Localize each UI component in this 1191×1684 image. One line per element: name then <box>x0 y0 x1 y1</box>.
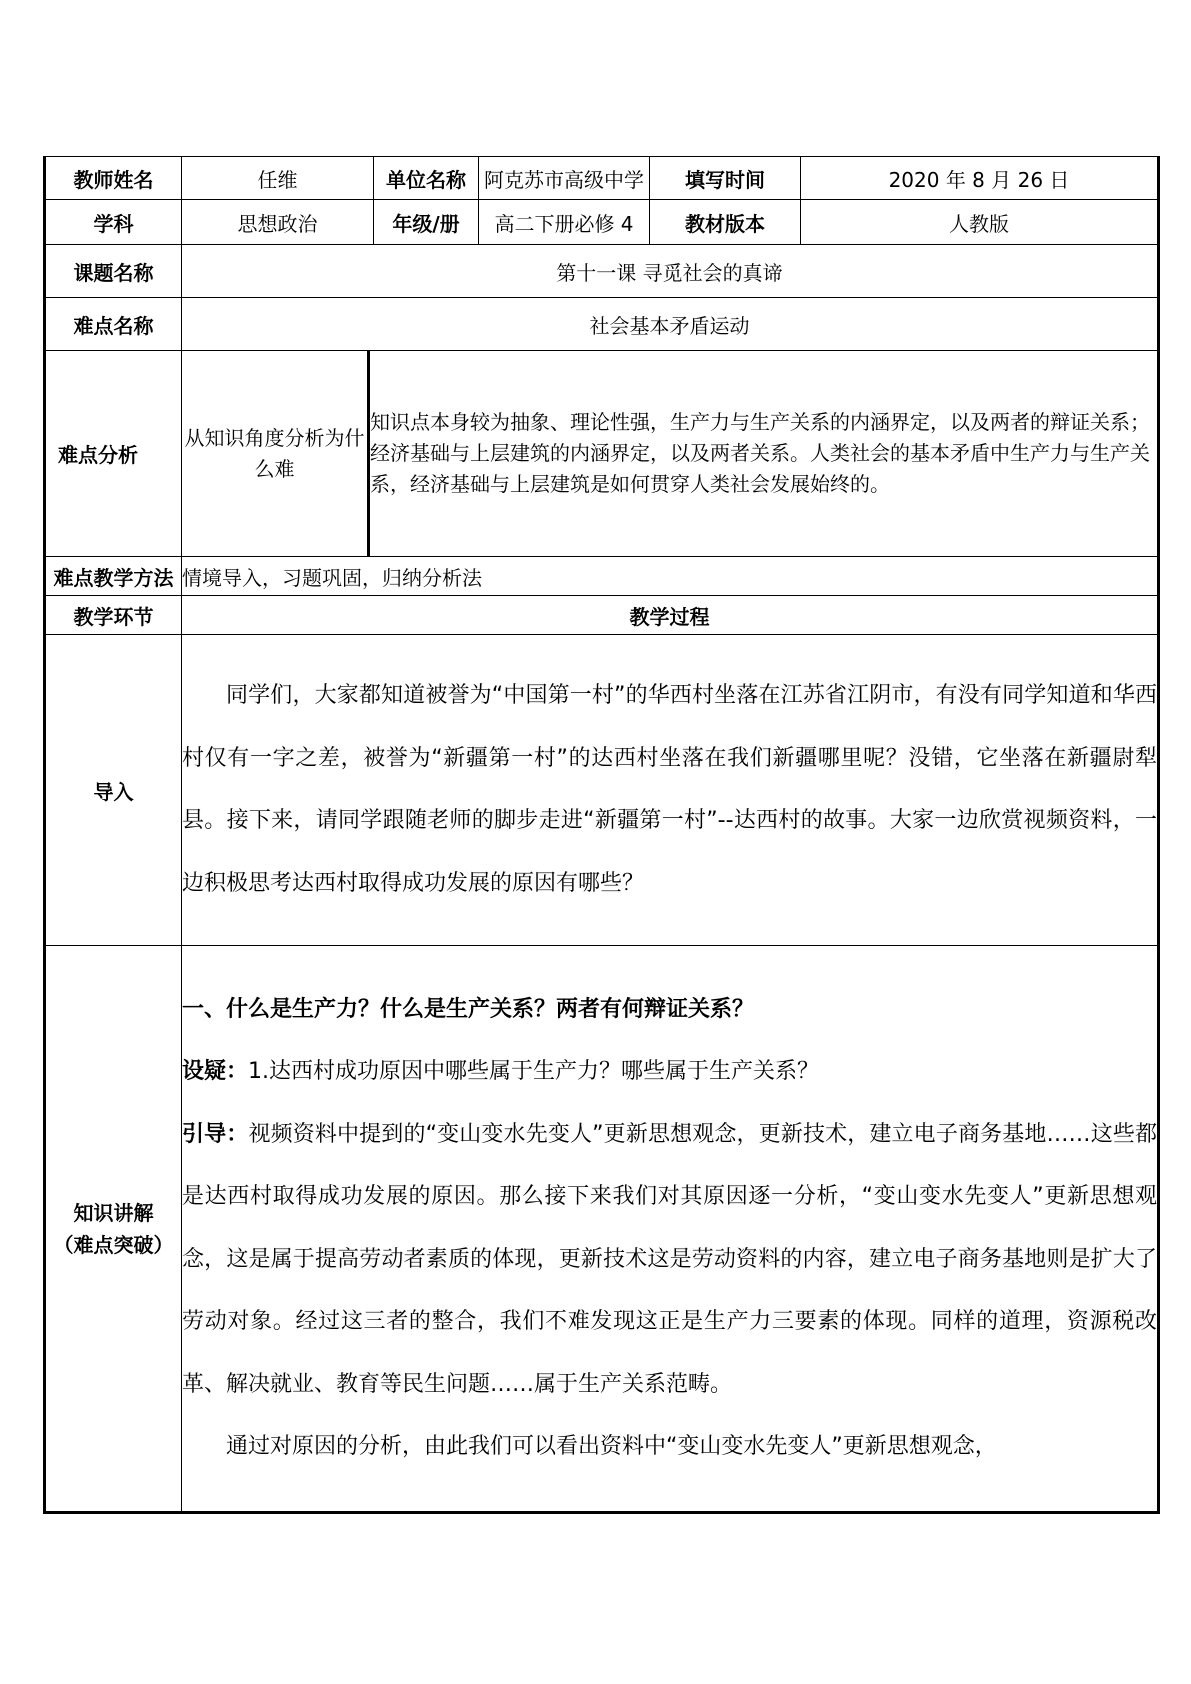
intro-text: 同学们，大家都知道被誉为“中国第一村”的华西村坐落在江苏省江阴市，有没有同学知道和华西村仅有一字之差，被誉为“新疆第一村”的达西村坐落在我们新疆哪里呢？没错，它坐落在新疆尉犁县。接下来，请同学跟随老师的脚步走进“新疆第一村”--达西村的故事。大家一边欣赏视频资料，一边积极思考达西村取得成功发展的原因有哪些？ <box>182 635 1159 946</box>
subject-value: 思想政治 <box>182 200 374 245</box>
intro-label: 导入 <box>45 635 182 946</box>
grade-label: 年级/册 <box>374 200 479 245</box>
lesson-plan-table <box>43 156 1160 1514</box>
guide-paragraph <box>182 1104 1157 1417</box>
topic-value: 第十一课 寻觅社会的真谛 <box>182 245 1159 298</box>
analysis-text: 知识点本身较为抽象、理论性强，生产力与生产关系的内涵界定，以及两者的辩证关系；经济基础与上层建筑的内涵界定，以及两者关系。人类社会的基本矛盾中生产力与生产关系，经济基础与上层建筑是如何贯穿人类社会发展始终的。 <box>369 351 1159 557</box>
unit-value: 阿克苏市高级中学 <box>479 157 650 200</box>
analysis-label: 难点分析 <box>45 351 182 557</box>
process-header: 教学过程 <box>182 596 1159 635</box>
textbook-value: 人教版 <box>801 200 1159 245</box>
knowledge-heading: 一、什么是生产力？什么是生产关系？两者有何辩证关系？ <box>182 996 755 1022</box>
difficulty-value: 社会基本矛盾运动 <box>182 298 1159 351</box>
unit-label: 单位名称 <box>374 157 479 200</box>
date-label: 填写时间 <box>650 157 801 200</box>
analysis-angle: 从知识角度分析为什么难 <box>182 351 369 557</box>
question-label: 设疑： <box>182 1059 249 1084</box>
guide-text: 视频资料中提到的“变山变水先变人”更新思想观念，更新技术，建立电子商务基地……这些都是达西村取得成功发展的原因。那么接下来我们对其原因逐一分析，“变山变水先变人”更新思想观念，这是属于提高劳动者素质的体现，更新技术这是劳动资料的内容，建立电子商务基地则是扩大了劳动对象。经过这三者的整合，我们不难发现这正是生产力三要素的体现。同样的道理，资源税改革、解决就业、教育等民生问题……属于生产关系范畴。 <box>182 1121 1157 1397</box>
date-value: 2020 年 8 月 26 日 <box>801 157 1159 200</box>
process-step-label: 教学环节 <box>45 596 182 635</box>
method-label: 难点教学方法 <box>45 557 182 596</box>
subject-label: 学科 <box>45 200 182 245</box>
knowledge-label-line2: （难点突破） <box>53 1232 174 1257</box>
teacher-value: 任维 <box>182 157 374 200</box>
grade-value: 高二下册必修 4 <box>479 200 650 245</box>
method-value: 情境导入，习题巩固，归纳分析法 <box>182 557 1159 596</box>
knowledge-label <box>45 946 182 1513</box>
teacher-label: 教师姓名 <box>45 157 182 200</box>
analysis-paragraph: 通过对原因的分析，由此我们可以看出资料中“变山变水先变人”更新思想观念， <box>226 1434 997 1459</box>
knowledge-content <box>182 946 1159 1513</box>
topic-label: 课题名称 <box>45 245 182 298</box>
knowledge-label-line1: 知识讲解 <box>73 1200 154 1225</box>
question-text: 1.达西村成功原因中哪些属于生产力？哪些属于生产关系？ <box>248 1059 820 1084</box>
guide-label: 引导： <box>182 1121 249 1147</box>
textbook-label: 教材版本 <box>650 200 801 245</box>
question-paragraph <box>182 1041 1157 1104</box>
difficulty-label: 难点名称 <box>45 298 182 351</box>
